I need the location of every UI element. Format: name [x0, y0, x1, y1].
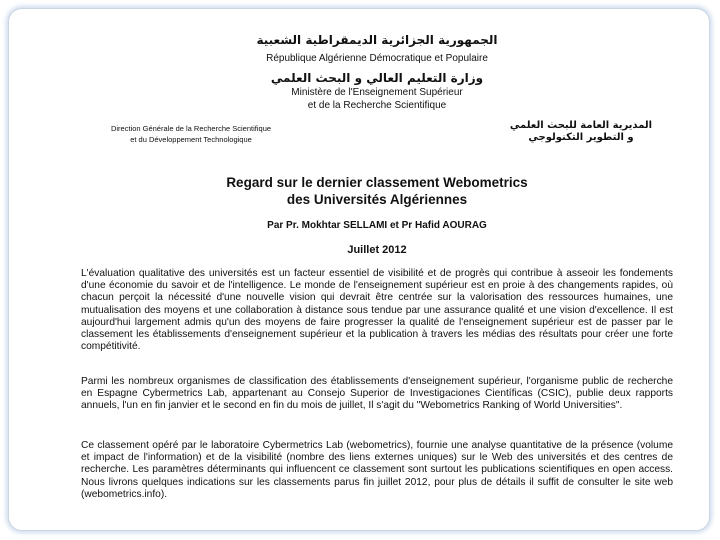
- arabic-direction-heading: [501, 120, 661, 144]
- republic-heading: République Algérienne Démocratique et Populaire: [266, 53, 488, 64]
- arabic-ministry-heading: وزارة التعليم العالي و البحث العلمي: [270, 71, 484, 85]
- article-title: [81, 174, 673, 208]
- article-date: Juillet 2012: [347, 244, 407, 256]
- article-title-line1: Regard sur le dernier classement Webometrics: [226, 175, 528, 190]
- arabic-direction-line1: المديرية العامة للبحث العلمي: [509, 120, 653, 131]
- article-title-line2: des Universités Algériennes: [286, 192, 468, 207]
- scanned-document: [81, 21, 673, 525]
- paragraph-1: L'évaluation qualitative des universités est un facteur essentiel de visibilité et de progrès qui contribue à asseoir les fondements d'une économie du savoir et de l'intelligence. Le monde de l'enseignement supérieur est en proie à des changements rapides, où chacun perçoit la nécessité d'une nouvelle vision qui devrait être centrée sur la valorisation des ressources humaines, une mutualisation des moyens et une collaboration à distance sous tendue par une assurance qualité et une vision d'excellence. Il est aujourd'hui largement admis qu'un des moyens de faire progresser la qualité de l'enseignement supérieur est de passer par le classement les établissements d'enseignement supérieur et la publication à travers les médias des résultats pour créer une forte compétitivité.: [81, 268, 673, 353]
- paragraph-3: Ce classement opéré par le laboratoire Cybermetrics Lab (webometrics), fournie une analyse quantitative de la présence (volume et impact de l'information) et de la visibilité (nombre des liens externes uniques) sur le Web des universités et des centres de recherche. Les paramètres déterminants qui influencent ce classement sont surtout les publications scientifiques en open access. Nous livrons quelques indications sur les classements parus fin juillet 2012, pour plus de détails il suffit de consulter le site web (webometrics.info).: [81, 440, 673, 500]
- direction-heading-line2: et du Développement Technologique: [130, 135, 252, 144]
- article-authors: Par Pr. Mokhtar SELLAMI et Pr Hafid AOURAG: [267, 220, 487, 231]
- direction-heading-line1: Direction Générale de la Recherche Scientifique: [110, 124, 272, 133]
- arabic-direction-line2: و التطوير التكنولوجي: [528, 132, 634, 143]
- paragraph-2: Parmi les nombreux organismes de classification des établissements d'enseignement supérieur, l'organisme public de recherche en Espagne Cybermetrics Lab, appartenant au Consejo Superior de Investigaciones Científicas (CSIC), publie deux rapports annuels, l'un en fin janvier et le second en fin du mois de juillet, Il s'agit du "Webometrics Ranking of World Universities".: [81, 376, 673, 412]
- ministry-heading-line2: et de la Recherche Scientifique: [307, 100, 447, 111]
- slide-frame: [8, 8, 710, 531]
- ministry-heading-line1: Ministère de l'Enseignement Supérieur: [291, 87, 463, 98]
- arabic-republic-heading: الجمهورية الجزائرية الديمقراطية الشعبية: [256, 33, 498, 47]
- direction-heading: [81, 123, 301, 145]
